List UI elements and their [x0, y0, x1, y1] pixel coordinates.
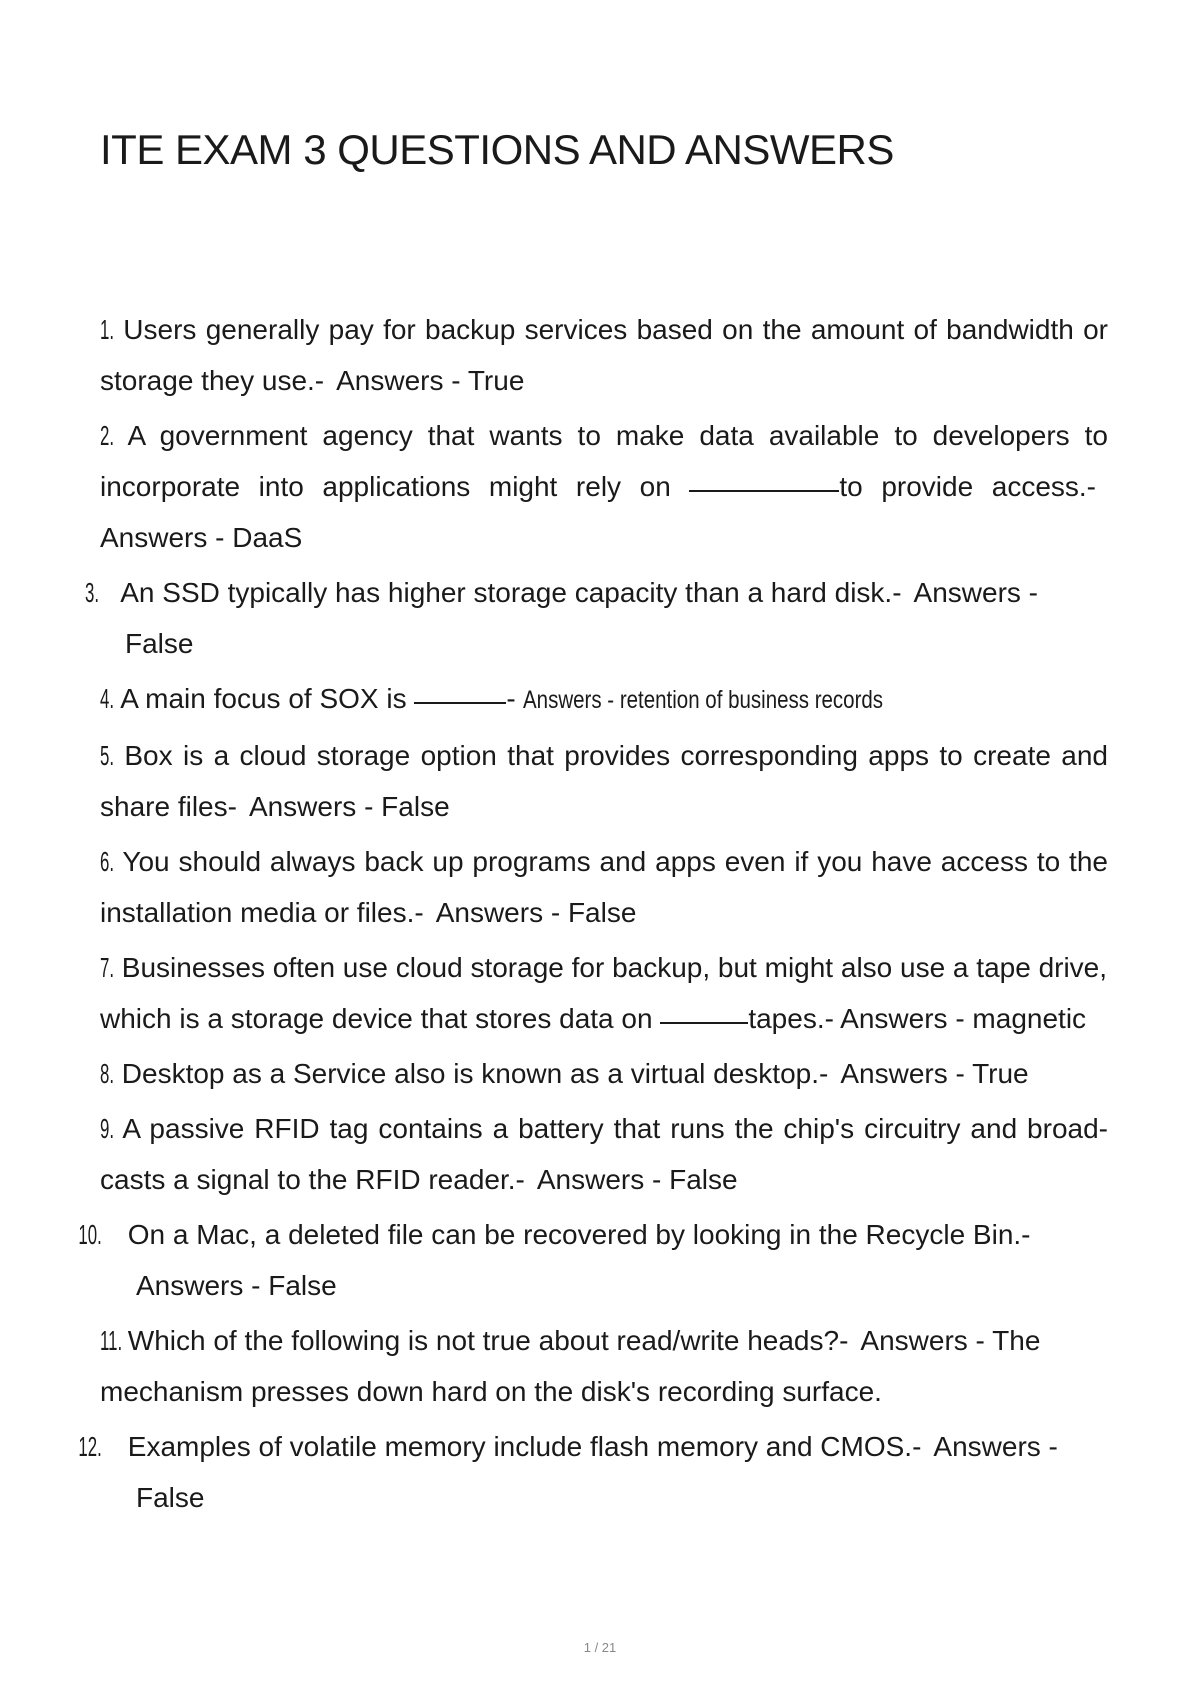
question-text: A passive RFID tag contains a battery that runs the chip's circuitry and broad- casts a signal to the RFID reader.- — [100, 1113, 1108, 1195]
question-number: 9. — [100, 1113, 115, 1144]
question-text: On a Mac, a deleted file can be recovered by looking in the Recycle Bin.- — [127, 1219, 1031, 1250]
question-text: A government agency that wants to make data available to developers to incorporate into applications might rely on — [100, 420, 1108, 502]
fill-in-blank — [660, 1021, 748, 1024]
question-number: 5. — [100, 740, 115, 771]
question-text: A main focus of SOX is — [120, 683, 407, 714]
question-number: 12. — [78, 1431, 102, 1462]
fill-in-blank — [414, 701, 506, 704]
fill-in-blank — [689, 489, 839, 492]
page-indicator: 1 / 21 — [583, 1640, 617, 1655]
question-answer: Answers - False — [125, 577, 1038, 659]
question-answer: Answers - False — [248, 791, 450, 822]
question-number: 1. — [100, 314, 115, 345]
question-number: 6. — [100, 846, 115, 877]
question-number: 4. — [100, 683, 115, 714]
question-3 — [85, 567, 1108, 669]
question-answer: Answers - False — [536, 1164, 738, 1195]
question-list — [78, 304, 1109, 1527]
question-number: 10. — [78, 1219, 102, 1250]
question-text: Box is a cloud storage option that provides corresponding apps to create and share files- — [100, 740, 1109, 822]
question-answer: Answers - False — [435, 897, 637, 928]
question-text: Businesses often use cloud storage for backup, but might also use a tape drive, which is a storage device that stores data on — [100, 952, 1108, 1034]
question-text: An SSD typically has higher storage capacity than a hard disk.- — [120, 577, 902, 608]
question-number: 11. — [100, 1325, 123, 1356]
question-1 — [100, 304, 1108, 406]
question-text: Desktop as a Service also is known as a virtual desktop.- — [121, 1058, 829, 1089]
question-answer: Answers - retention of business records — [523, 686, 884, 714]
question-text-after: to provide access.- — [839, 471, 1096, 502]
question-number: 7. — [100, 952, 115, 983]
question-text: Users generally pay for backup services based on the amount of bandwidth or storage they use.- — [100, 314, 1109, 396]
question-number: 8. — [100, 1058, 115, 1089]
question-12 — [78, 1421, 1108, 1523]
question-answer: Answers - True — [840, 1058, 1029, 1089]
question-6 — [100, 836, 1108, 938]
question-answer: Answers - magnetic — [840, 1003, 1087, 1034]
question-2 — [100, 410, 1108, 563]
question-7 — [100, 942, 1108, 1044]
question-text: Which of the following is not true about read/write heads?- — [127, 1325, 849, 1356]
question-5 — [100, 730, 1108, 832]
question-text: Examples of volatile memory include flash memory and CMOS.- — [127, 1431, 922, 1462]
question-answer: Answers - False — [136, 1431, 1058, 1513]
question-10 — [78, 1209, 1108, 1311]
question-number: 2. — [100, 420, 115, 451]
question-text-after: - — [506, 683, 516, 714]
question-9 — [100, 1103, 1108, 1205]
question-text: You should always back up programs and apps even if you have access to the installation media or files.- — [100, 846, 1108, 928]
question-text-after: tapes.- — [748, 1003, 834, 1034]
question-8 — [100, 1048, 1108, 1099]
question-answer: Answers - DaaS — [100, 522, 303, 553]
question-answer: Answers - The mechanism presses down hard on the disk's recording surface. — [100, 1325, 1041, 1407]
question-answer: Answers - False — [136, 1270, 337, 1301]
question-11 — [100, 1315, 1108, 1417]
question-answer: Answers - True — [336, 365, 525, 396]
question-4 — [100, 673, 1108, 726]
question-number: 3. — [85, 577, 100, 608]
document-title: ITE EXAM 3 QUESTIONS AND ANSWERS — [100, 126, 894, 173]
